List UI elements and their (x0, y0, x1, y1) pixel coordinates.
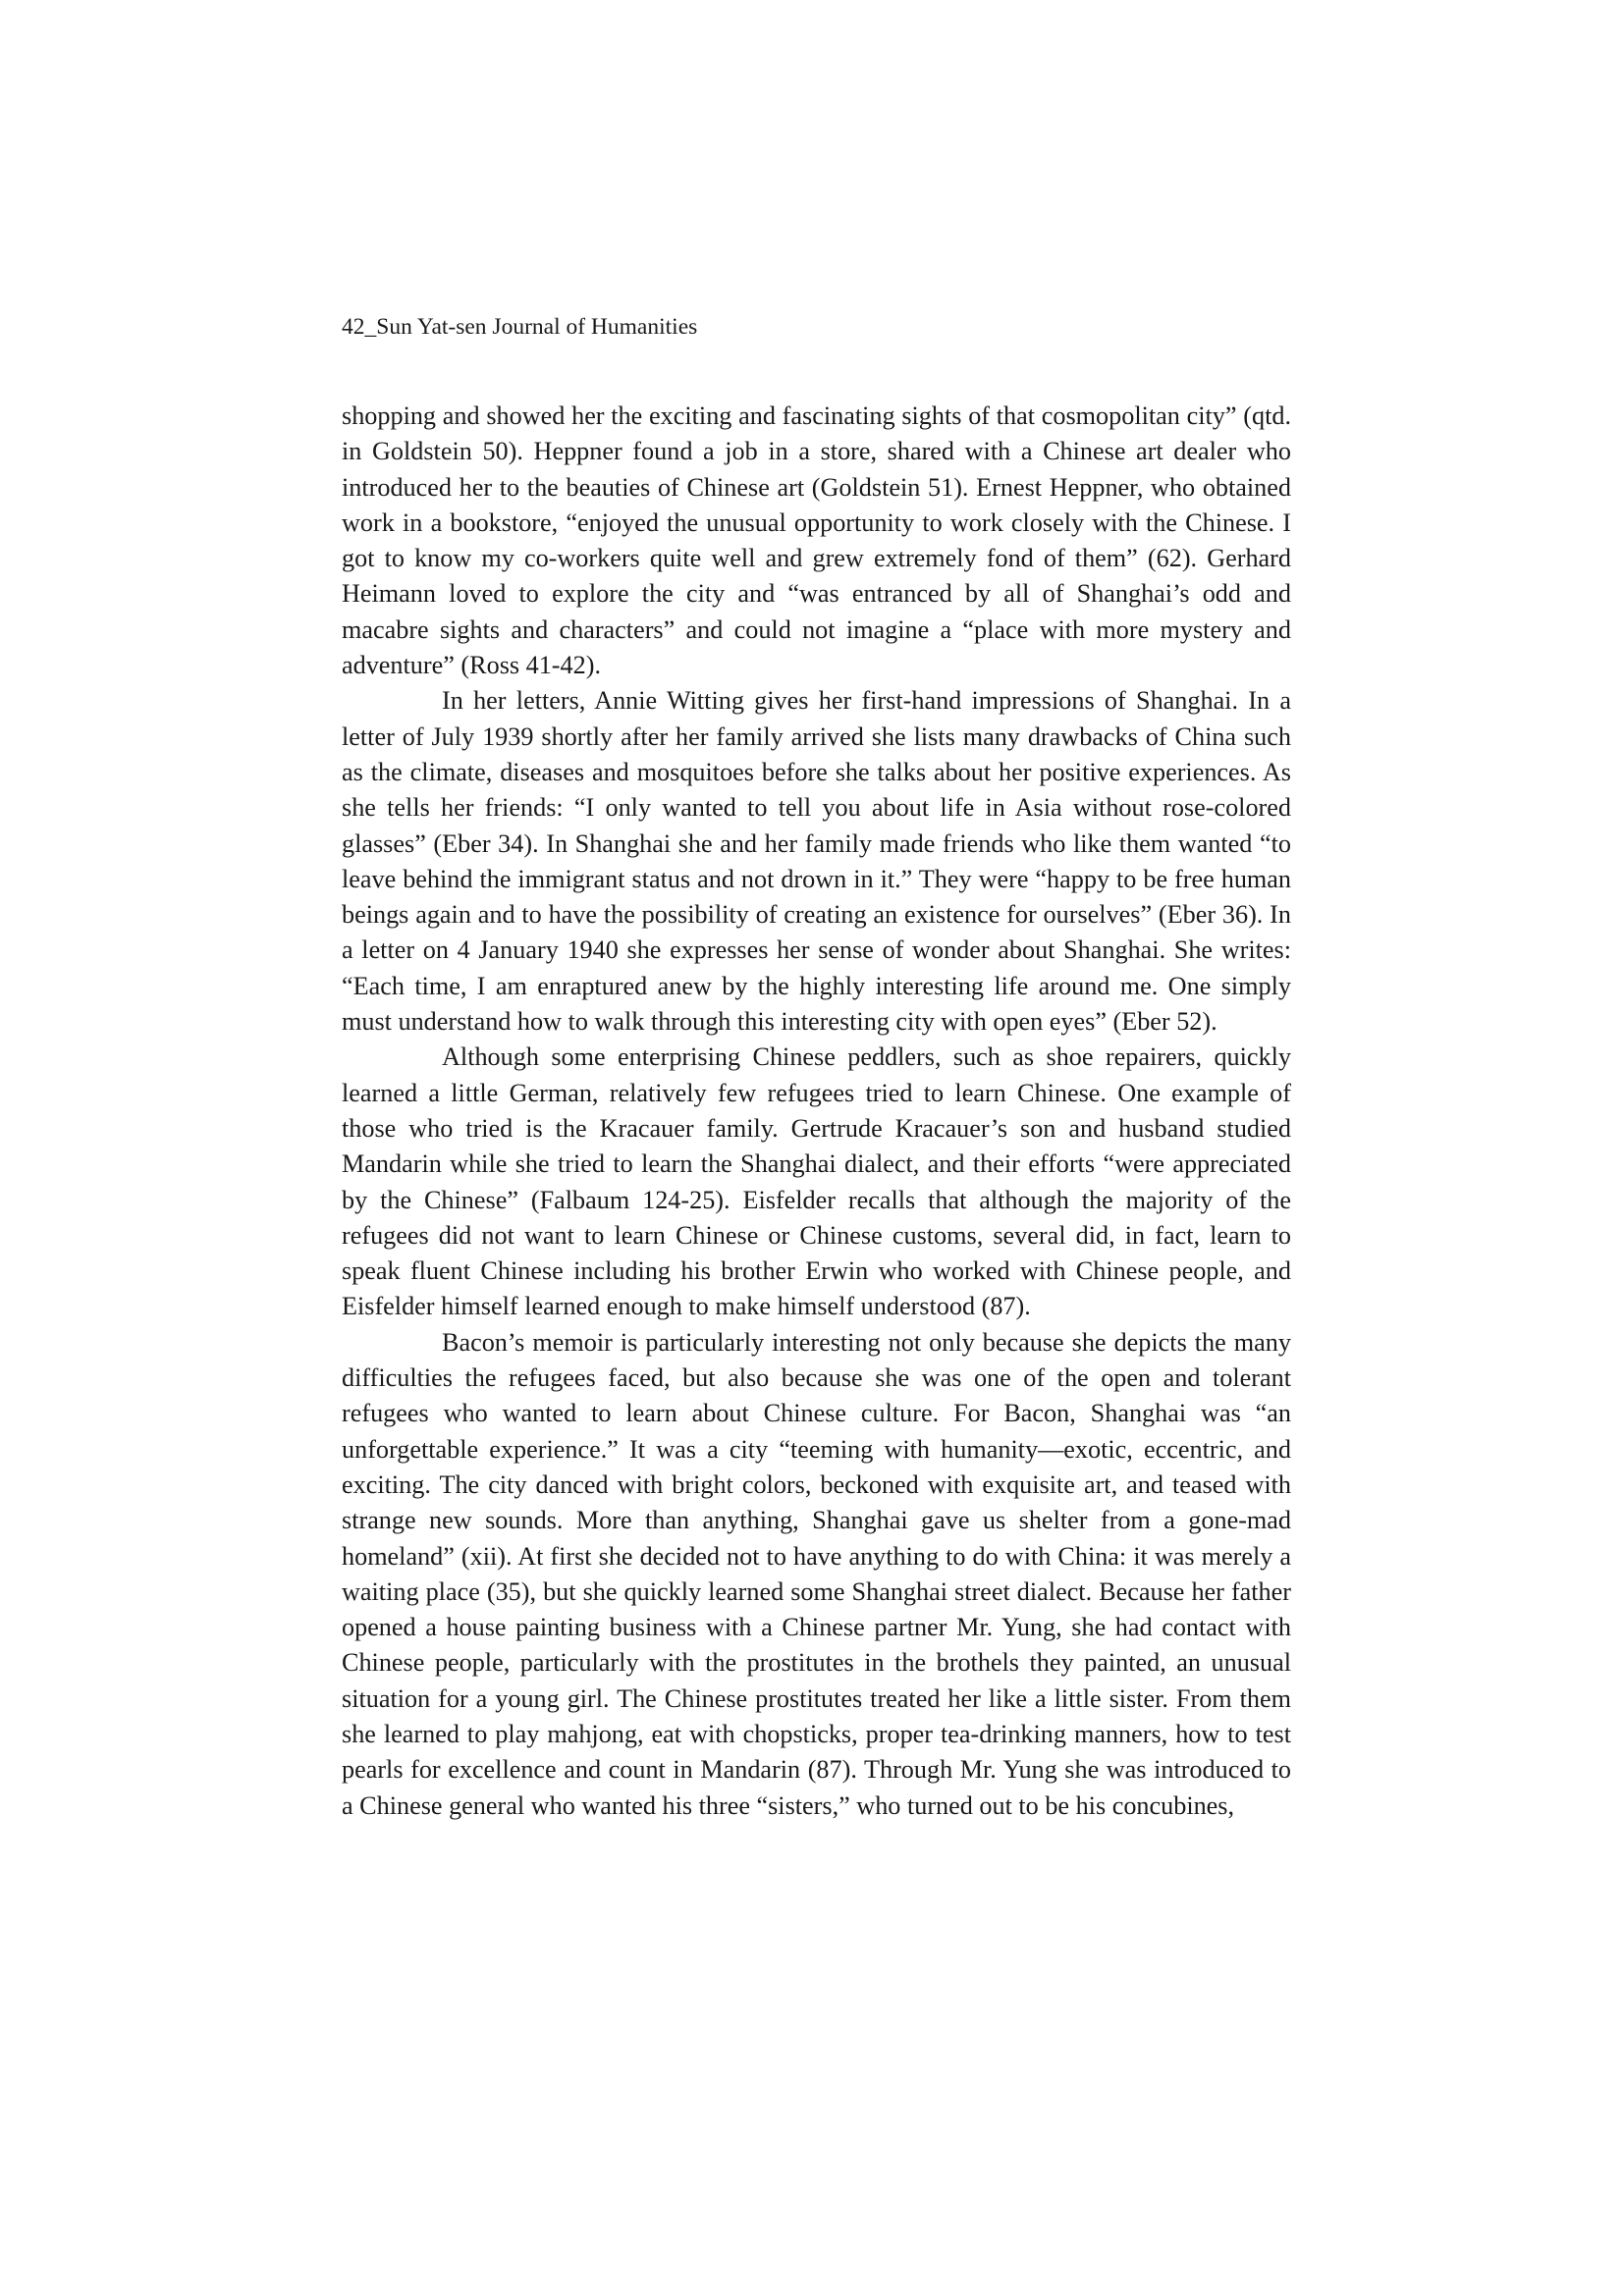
paragraph-3: Although some enterprising Chinese peddlers, such as shoe repairers, quickly learned a little German, relatively few refugees tried to learn Chinese. One example of those who tried is the Kracauer family. Gertrude Kracauer’s son and husband studied Mandarin while she tried to learn the Shanghai dialect, and their efforts “were appreciated by the Chinese” (Falbaum 124-25). Eisfelder recalls that although the majority of the refugees did not want to learn Chinese or Chinese customs, several did, in fact, learn to speak fluent Chinese including his brother Erwin who worked with Chinese people, and Eisfelder himself learned enough to make himself understood (87). (342, 1042, 1291, 1321)
paragraph-4: Bacon’s memoir is particularly interesting not only because she depicts the many difficulties the refugees faced, but also because she was one of the open and tolerant refugees who wanted to learn about Chinese culture. For Bacon, Shanghai was “an unforgettable experience.” It was a city “teeming with humanity—exotic, eccentric, and exciting. The city danced with bright colors, beckoned with exquisite art, and teased with strange new sounds. More than anything, Shanghai gave us shelter from a gone-mad homeland” (xii). At first she decided not to have anything to do with China: it was merely a waiting place (35), but she quickly learned some Shanghai street dialect. Because her father opened a house painting business with a Chinese partner Mr. Yung, she had contact with Chinese people, particularly with the prostitutes in the brothels they painted, an unusual situation for a young girl. The Chinese prostitutes treated her like a little sister. From them she learned to play mahjong, eat with chopsticks, proper tea-drinking manners, how to test pearls for excellence and count in Mandarin (87). Through Mr. Yung she was introduced to a Chinese general who wanted his three “sisters,” who turned out to be his concubines, (342, 1327, 1291, 1820)
paragraph-2: In her letters, Annie Witting gives her first-hand impressions of Shanghai. In a letter of July 1939 shortly after her family arrived she lists many drawbacks of China such as the climate, diseases and mosquitoes before she talks about her positive experiences. As she tells her friends: “I only wanted to tell you about life in Asia without rose-colored glasses” (Eber 34). In Shanghai she and her family made friends who like them wanted “to leave behind the immigrant status and not drown in it.” They were “happy to be free human beings again and to have the possibility of creating an existence for ourselves” (Eber 36). In a letter on 4 January 1940 she expresses her sense of wonder about Shanghai. She writes: “Each time, I am enraptured anew by the highly interesting life around me. One simply must understand how to walk through this interesting city with open eyes” (Eber 52). (342, 686, 1291, 1037)
running-head: 42_Sun Yat-sen Journal of Humanities (342, 314, 698, 340)
paragraph-1: shopping and showed her the exciting and fascinating sights of that cosmopolitan city” (qtd. in Goldstein 50). Heppner found a job in a store, shared with a Chinese art dealer who introduced her to the beauties of Chinese art (Goldstein 51). Ernest Heppner, who obtained work in a bookstore, “enjoyed the unusual opportunity to work closely with the Chinese. I got to know my co-workers quite well and grew extremely fond of them” (62). Gerhard Heimann loved to explore the city and “was entranced by all of Shanghai’s odd and macabre sights and characters” and could not imagine a “place with more mystery and adventure” (Ross 41-42). (342, 401, 1291, 680)
body-text (342, 399, 1291, 1824)
